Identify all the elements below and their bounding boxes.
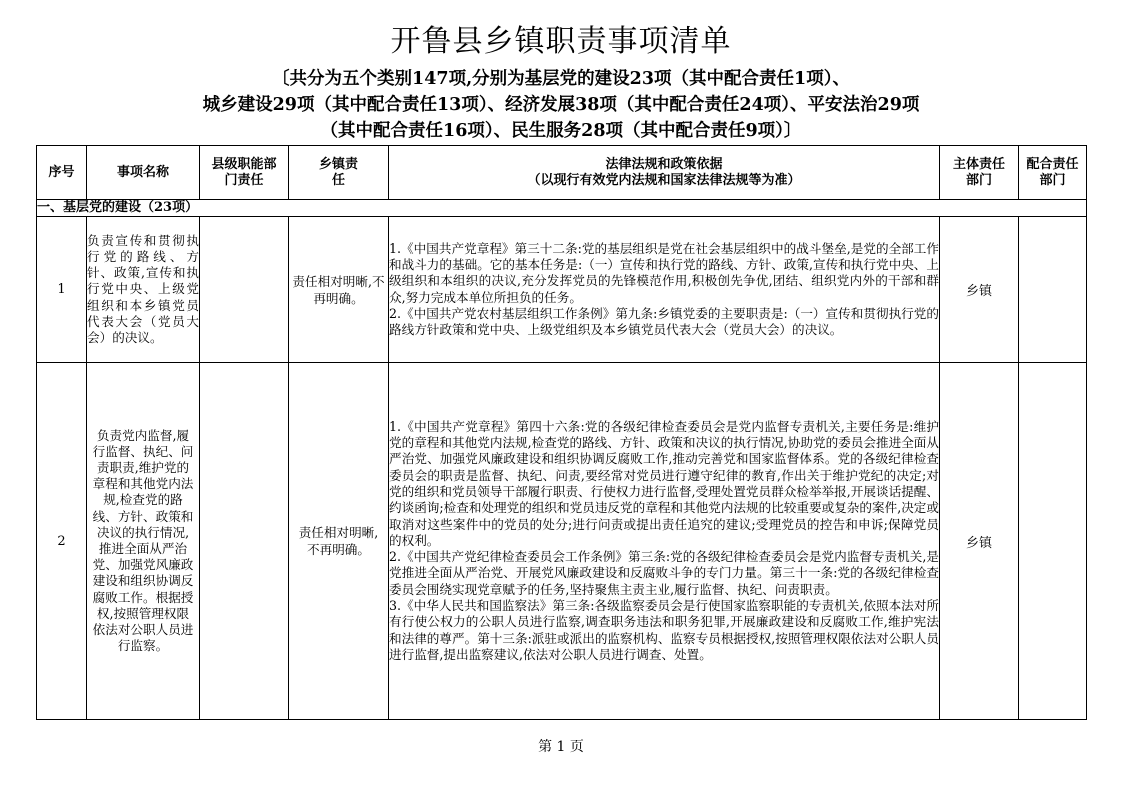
row-main-dept: 乡镇 bbox=[940, 217, 1019, 363]
row-main-dept: 乡镇 bbox=[940, 363, 1019, 720]
table-row bbox=[37, 217, 1087, 363]
document-title: 开鲁县乡镇职责事项清单 bbox=[390, 24, 732, 59]
basis-item: 2.《中国共产党农村基层组织工作条例》第九条:乡镇党委的主要职责是:（一）宣传和贯彻执行党的路线方针政策和党中央、上级党组织及本乡镇党员代表大会（党员大会）的决议。 bbox=[389, 305, 939, 338]
subtitle-line-3: （其中配合责任16项）、民生服务28项（其中配合责任9项）〕 bbox=[320, 121, 802, 141]
header-name: 事项名称 bbox=[87, 146, 200, 200]
row-township: 责任相对明晰,不再明确。 bbox=[289, 363, 389, 720]
basis-item: 3.《中华人民共和国监察法》第三条:各级监察委员会是行使国家监察职能的专责机关,依照本法对所有行使公权力的公职人员进行监察,调查职务违法和职务犯罪,开展廉政建设和反腐败工作,维护宪法和法律的尊严。第十三条:派驻或派出的监察机构、监察专员根据授权,按照管理权限依法对公职人员进行监督,提出监察建议,依法对公职人员进行调查、处置。 bbox=[389, 598, 939, 662]
page-number: 第 1 页 bbox=[538, 739, 584, 755]
header-basis-line2: （以现行有效党内法规和国家法律法规等为准） bbox=[527, 172, 801, 188]
header-basis-line1: 法律法规和政策依据 bbox=[605, 156, 723, 172]
section-title: 一、基层党的建设（23项） bbox=[37, 200, 1087, 217]
row-county bbox=[200, 217, 289, 363]
row-township: 责任相对明晰,不再明确。 bbox=[289, 217, 389, 363]
row-basis bbox=[389, 363, 940, 720]
basis-item: 2.《中国共产党纪律检查委员会工作条例》第三条:党的各级纪律检查委员会是党内监督专责机关,是党推进全面从严治党、开展党风廉政建设和反腐败斗争的专门力量。第三十一条:党的各级纪律检查委员会围绕实现党章赋予的任务,坚持聚焦主责主业,履行监督、执纪、问责职责。 bbox=[389, 549, 939, 597]
duty-list-table bbox=[36, 145, 1087, 720]
subtitle-line-1: 〔共分为五个类别147项,分别为基层党的建设23项（其中配合责任1项）、 bbox=[272, 69, 850, 89]
section-row bbox=[37, 200, 1087, 217]
row-basis bbox=[389, 217, 940, 363]
row-assist-dept bbox=[1019, 217, 1087, 363]
header-basis bbox=[389, 146, 940, 200]
row-no: 1 bbox=[37, 217, 87, 363]
subtitle-line-2: 城乡建设29项（其中配合责任13项）、经济发展38项（其中配合责任24项）、平安法治29项 bbox=[202, 95, 920, 115]
header-township: 乡镇责任 bbox=[289, 146, 389, 200]
header-main-dept: 主体责任部门 bbox=[940, 146, 1019, 200]
row-assist-dept bbox=[1019, 363, 1087, 720]
row-no: 2 bbox=[37, 363, 87, 720]
header-assist-dept: 配合责任部门 bbox=[1019, 146, 1087, 200]
table-row bbox=[37, 363, 1087, 720]
header-county: 县级职能部门责任 bbox=[200, 146, 289, 200]
basis-item: 1.《中国共产党章程》第四十六条:党的各级纪律检查委员会是党内监督专责机关,主要任务是:维护党的章程和其他党内法规,检查党的路线、方针、政策和决议的执行情况,协助党的委员会推进全面从严治党、加强党风廉政建设和组织协调反腐败工作,推动完善党和国家监督体系。党的各级纪律检查委员会的职责是监督、执纪、问责,要经常对党员进行遵守纪律的教育,作出关于维护党纪的决定;对党的组织和党员领导干部履行职责、行使权力进行监督,受理处置党员群众检举举报,开展谈话提醒、约谈函询;检查和处理党的组织和党员违反党的章程和其他党内法规的比较重要或复杂的案件,决定或取消对这些案件中的党员的处分;进行问责或提出责任追究的建议;受理党员的控告和申诉;保障党员的权利。 bbox=[389, 418, 939, 548]
row-name: 负责宣传和贯彻执行党的路线、方针、政策,宣传和执行党中央、上级党组织和本乡镇党员代表大会（党员大会）的决议。 bbox=[87, 217, 200, 363]
header-no: 序号 bbox=[37, 146, 87, 200]
basis-item: 1.《中国共产党章程》第三十二条:党的基层组织是党在社会基层组织中的战斗堡垒,是党的全部工作和战斗力的基础。它的基本任务是:（一）宣传和执行党的路线、方针、政策,宣传和执行党中央、上级组织和本组织的决议,充分发挥党员的先锋模范作用,积极创先争优,团结、组织党内外的干部和群众,努力完成本单位所担负的任务。 bbox=[389, 240, 939, 305]
table-header-row bbox=[37, 146, 1087, 200]
row-name: 负责党内监督,履行监督、执纪、问责职责,维护党的章程和其他党内法规,检查党的路线、方针、政策和决议的执行情况,推进全面从严治党、加强党风廉政建设和组织协调反腐败工作。根据授权,按照管理权限依法对公职人员进行监察。 bbox=[87, 363, 200, 720]
row-county bbox=[200, 363, 289, 720]
